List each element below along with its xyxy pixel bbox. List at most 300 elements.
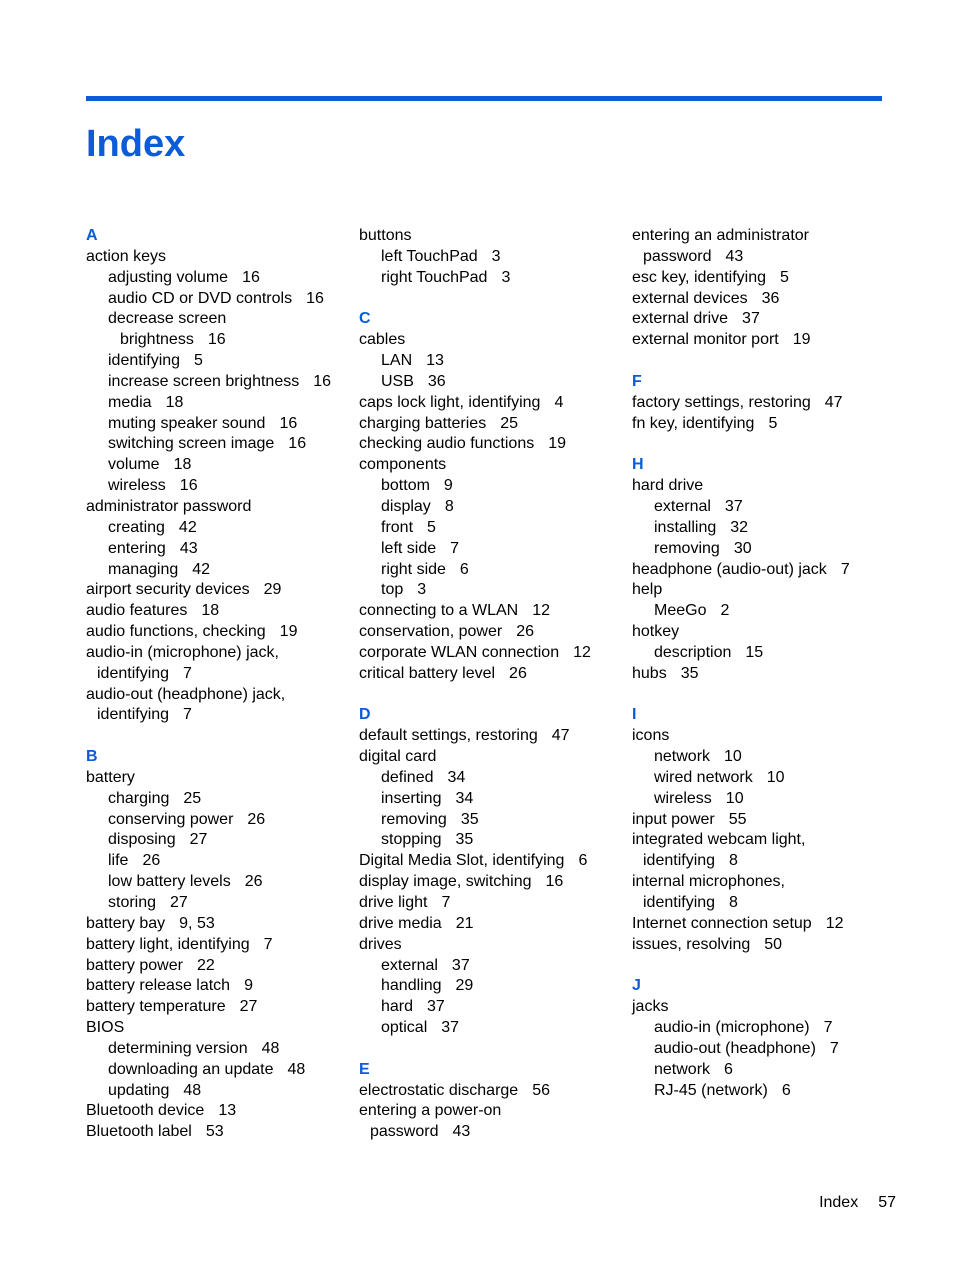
entry-term: charging batteries [359, 414, 487, 432]
entry-term: BIOS [86, 1019, 125, 1037]
entry-term: corporate WLAN connection [359, 643, 560, 661]
index-subentry [359, 580, 609, 601]
index-subentry [632, 1060, 882, 1081]
section-letter-c: C [359, 310, 371, 328]
entry-page-ref[interactable]: 37 [742, 310, 760, 328]
index-subentry [86, 309, 336, 330]
entry-term: low battery levels [108, 873, 231, 891]
header-rule [86, 96, 882, 101]
entry-page-ref[interactable]: 27 [170, 894, 188, 911]
entry-term: connecting to a WLAN [359, 602, 519, 620]
entry-term: Bluetooth label [86, 1123, 192, 1141]
entry-page-ref[interactable]: 6 [781, 1081, 791, 1099]
entry-term: entering [108, 539, 166, 557]
index-column-2 [359, 226, 609, 1143]
entry-term: checking audio functions [359, 435, 535, 453]
entry-term: drive media [359, 914, 442, 932]
entry-term: top [381, 581, 404, 599]
index-entry [359, 1081, 609, 1102]
entry-page-ref[interactable]: 16 [313, 372, 332, 390]
index-entry [359, 226, 609, 247]
entry-page-ref[interactable]: 6 [724, 1060, 733, 1078]
index-entry [632, 893, 882, 914]
entry-page-ref[interactable]: 13 [218, 1102, 237, 1120]
entry-page-ref[interactable]: 16 [207, 331, 226, 349]
entry-term: external [654, 497, 711, 515]
entry-page-ref[interactable]: 3 [491, 247, 501, 265]
entry-term: hubs [632, 664, 667, 682]
entry-page-ref[interactable]: 6 [459, 560, 469, 578]
index-subentry [359, 956, 609, 977]
index-column-3 [632, 226, 882, 1101]
entry-term: hotkey [632, 623, 680, 641]
entry-term: Bluetooth device [86, 1102, 205, 1120]
entry-term: charging [108, 789, 170, 807]
entry-page-ref[interactable]: 29 [455, 977, 474, 995]
entry-page-ref[interactable]: 50 [764, 935, 783, 953]
index-subentry [632, 1039, 882, 1060]
index-subentry [359, 789, 609, 810]
index-subentry [86, 560, 336, 581]
entry-page-ref[interactable]: 47 [824, 393, 843, 411]
entry-term: Internet connection setup [632, 914, 812, 932]
index-subentry [359, 497, 609, 518]
index-entry [359, 455, 609, 476]
index-entry [359, 601, 609, 622]
entry-page-ref[interactable]: 25 [183, 789, 202, 807]
page-title: Index [86, 123, 186, 165]
entry-term: brightness [120, 331, 194, 349]
entry-page-ref[interactable]: 27 [239, 998, 258, 1016]
index-column-1 [86, 226, 336, 1143]
page-number: 57 [878, 1194, 896, 1211]
entry-term: password [370, 1123, 439, 1141]
index-entry [632, 580, 882, 601]
entry-page-ref[interactable]: 16 [306, 289, 324, 307]
entry-term: critical battery level [359, 664, 496, 682]
entry-term: digital card [359, 748, 437, 766]
index-entry [632, 914, 882, 935]
entry-page-ref[interactable]: 8 [729, 894, 738, 911]
entry-page-ref[interactable]: 26 [509, 664, 527, 682]
index-subentry [632, 1081, 882, 1102]
entry-term: media [108, 393, 152, 411]
entry-term: identifying [97, 664, 170, 682]
entry-page-ref[interactable]: 43 [725, 247, 744, 265]
index-subentry [632, 1018, 882, 1039]
page-footer [819, 1193, 896, 1213]
index-subentry [86, 851, 336, 872]
entry-term: identifying [643, 894, 716, 911]
index-entry [359, 414, 609, 435]
entry-page-ref[interactable]: 9 [443, 477, 453, 495]
entry-term: MeeGo [654, 602, 707, 620]
entry-term: Digital Media Slot, identifying [359, 852, 565, 870]
index-entry [86, 997, 336, 1018]
entry-term: muting speaker sound [108, 414, 266, 432]
entry-page-ref[interactable]: 48 [261, 1039, 280, 1057]
entry-page-ref[interactable]: 26 [247, 810, 266, 828]
entry-page-ref[interactable]: 34 [455, 789, 474, 807]
index-entry [632, 414, 882, 435]
index-subentry [632, 518, 882, 539]
entry-page-ref[interactable]: 9 [244, 977, 253, 995]
index-entry [86, 664, 336, 685]
entry-term: default settings, restoring [359, 727, 538, 745]
entry-page-ref[interactable]: 7 [183, 664, 192, 682]
entry-term: USB [381, 372, 414, 390]
entry-term: description [654, 643, 732, 661]
index-entry [632, 997, 882, 1018]
entry-term: identifying [108, 352, 181, 370]
entry-term: handling [381, 977, 442, 995]
entry-term: external [381, 956, 438, 974]
entry-term: downloading an update [108, 1060, 274, 1078]
index-entry [86, 1018, 336, 1039]
index-entry [632, 851, 882, 872]
entry-term: internal microphones, [632, 873, 785, 891]
entry-term: bottom [381, 477, 430, 495]
entry-term: jacks [632, 998, 669, 1016]
entry-page-ref[interactable]: 37 [724, 497, 743, 515]
entry-page-ref[interactable]: 36 [761, 289, 780, 307]
index-entry [359, 726, 609, 747]
entry-page-ref[interactable]: 56 [532, 1081, 550, 1099]
entry-page-ref[interactable]: 29 [263, 581, 282, 599]
index-entry [632, 560, 882, 581]
entry-page-ref[interactable]: 12 [573, 643, 591, 661]
index-entry [632, 247, 882, 268]
entry-page-ref[interactable]: 37 [427, 998, 445, 1016]
index-subentry [359, 768, 609, 789]
entry-page-ref[interactable]: 26 [142, 852, 161, 870]
entry-term: cables [359, 331, 406, 349]
entry-page-ref[interactable]: 22 [196, 956, 215, 974]
index-entry [359, 851, 609, 872]
entry-page-ref[interactable]: 25 [500, 414, 518, 432]
entry-page-ref[interactable]: 42 [178, 518, 197, 536]
index-entry [359, 434, 609, 455]
index-subentry [86, 414, 336, 435]
section-gap [632, 351, 882, 372]
index-entry [632, 393, 882, 414]
entry-term: conserving power [108, 810, 234, 828]
entry-term: action keys [86, 247, 167, 265]
index-entry [632, 664, 882, 685]
index-subentry [359, 1018, 609, 1039]
footer-label: Index [819, 1194, 859, 1211]
index-subentry [86, 393, 336, 414]
entry-page-ref[interactable]: 10 [725, 789, 744, 807]
entry-term: entering a power-on [359, 1102, 502, 1120]
entry-term: conservation, power [359, 623, 503, 641]
entry-page-ref[interactable]: 47 [551, 727, 570, 745]
entry-page-ref[interactable]: 37 [441, 1019, 460, 1037]
entry-page-ref[interactable]: 5 [780, 268, 789, 286]
index-entry [632, 226, 882, 247]
entry-term: battery [86, 768, 135, 786]
section-letter-j: J [632, 977, 641, 995]
entry-term: switching screen image [108, 435, 275, 453]
entry-term: components [359, 456, 447, 474]
index-subentry [359, 247, 609, 268]
section-gap [86, 726, 336, 747]
entry-term: defined [381, 768, 434, 786]
index-entry [359, 914, 609, 935]
entry-page-ref[interactable]: 10 [766, 768, 785, 786]
entry-term: password [643, 247, 712, 265]
entry-page-ref[interactable]: 6 [578, 852, 588, 870]
entry-page-ref[interactable]: 35 [455, 831, 474, 849]
index-entry [632, 330, 882, 351]
entry-page-ref[interactable]: 3 [417, 581, 427, 599]
entry-page-ref[interactable]: 35 [460, 810, 479, 828]
entry-page-ref[interactable]: 18 [165, 393, 184, 411]
entry-page-ref[interactable]: 5 [194, 352, 203, 370]
entry-page-ref[interactable]: 15 [745, 643, 764, 661]
entry-term: input power [632, 810, 715, 828]
index-subentry [86, 539, 336, 560]
entry-page-ref[interactable]: 12 [532, 602, 550, 620]
entry-page-ref[interactable]: 7 [263, 935, 273, 953]
entry-term: audio-in (microphone) [654, 1019, 810, 1037]
section-gap [359, 289, 609, 310]
entry-term: increase screen brightness [108, 372, 300, 390]
entry-page-ref[interactable]: 4 [554, 393, 564, 411]
index-entry [359, 872, 609, 893]
index-subentry [632, 747, 882, 768]
entry-page-ref[interactable]: 36 [427, 372, 446, 390]
section-letter-d: D [359, 706, 371, 724]
entry-page-ref[interactable]: 26 [516, 623, 534, 641]
index-entry [359, 664, 609, 685]
index-subentry [86, 372, 336, 393]
index-subentry [359, 372, 609, 393]
section-gap [632, 685, 882, 706]
entry-term: airport security devices [86, 581, 250, 599]
entry-term: headphone (audio-out) jack [632, 560, 827, 578]
entry-term: managing [108, 560, 179, 578]
entry-term: display image, switching [359, 873, 532, 891]
entry-page-ref[interactable]: 8 [444, 497, 454, 515]
index-subentry [359, 560, 609, 581]
entry-term: removing [381, 810, 447, 828]
entry-page-ref[interactable]: 32 [730, 518, 749, 536]
section-gap [359, 1039, 609, 1060]
section-letter-i: I [632, 706, 637, 724]
index-entry [359, 893, 609, 914]
entry-term: caps lock light, identifying [359, 393, 541, 411]
entry-page-ref[interactable]: 5 [768, 414, 778, 432]
index-entry [359, 643, 609, 664]
index-entry [632, 476, 882, 497]
entry-page-ref[interactable]: 19 [279, 623, 298, 641]
index-entry [632, 872, 882, 893]
index-subentry [86, 1060, 336, 1081]
entry-term: inserting [381, 789, 442, 807]
entry-page-ref[interactable]: 37 [451, 956, 470, 974]
section-gap [359, 685, 609, 706]
index-subentry [86, 351, 336, 372]
entry-page-ref[interactable]: 18 [173, 456, 192, 474]
entry-page-ref[interactable]: 55 [728, 810, 747, 828]
index-entry [86, 914, 336, 935]
index-entry [359, 935, 609, 956]
entry-page-ref[interactable]: 3 [501, 268, 511, 286]
entry-term: integrated webcam light, [632, 831, 806, 849]
entry-page-ref[interactable]: 48 [183, 1081, 202, 1099]
entry-page-ref[interactable]: 43 [179, 539, 198, 557]
section-letter-h: H [632, 456, 644, 474]
entry-page-ref[interactable]: 7 [829, 1039, 839, 1057]
entry-term: wireless [654, 789, 712, 807]
entry-term: help [632, 581, 663, 599]
entry-term: battery bay [86, 914, 166, 932]
entry-term: audio-in (microphone) jack, [86, 643, 279, 661]
index-entry [86, 247, 336, 268]
index-entry [86, 1122, 336, 1143]
index-subentry [86, 268, 336, 289]
entry-page-ref[interactable]: 13 [426, 352, 444, 370]
index-subentry [359, 976, 609, 997]
entry-term: left side [381, 539, 437, 557]
entry-page-ref[interactable]: 16 [288, 435, 307, 453]
entry-page-ref[interactable]: 16 [242, 268, 260, 286]
section-letter-a: A [86, 227, 98, 244]
index-entry [86, 685, 336, 706]
entry-term: battery light, identifying [86, 935, 250, 953]
entry-page-ref[interactable]: 35 [680, 664, 699, 682]
index-subentry [86, 518, 336, 539]
index-entry [86, 580, 336, 601]
index-subentry [86, 1039, 336, 1060]
entry-page-ref[interactable]: 53 [205, 1123, 224, 1141]
entry-page-ref[interactable]: 7 [450, 539, 460, 557]
entry-term: audio CD or DVD controls [108, 289, 293, 307]
index-entry [632, 830, 882, 851]
entry-page-ref[interactable]: 30 [733, 539, 752, 557]
entry-term: disposing [108, 831, 176, 849]
entry-page-ref[interactable]: 48 [287, 1060, 306, 1078]
entry-term: drive light [359, 894, 428, 911]
entry-page-ref[interactable]: 16 [279, 414, 298, 432]
index-subentry [86, 476, 336, 497]
entry-term: icons [632, 727, 670, 745]
index-entry [359, 1101, 609, 1122]
section-letter-f: F [632, 372, 642, 390]
index-entry [86, 643, 336, 664]
index-subentry [632, 539, 882, 560]
index-subentry [632, 601, 882, 622]
index-entry [632, 622, 882, 643]
entry-page-ref[interactable]: 18 [201, 602, 220, 620]
entry-term: battery power [86, 956, 183, 974]
entry-page-ref[interactable]: 19 [548, 435, 567, 453]
index-subentry [359, 518, 609, 539]
section-letter-e: E [359, 1060, 370, 1078]
entry-term: issues, resolving [632, 935, 751, 953]
index-entry [359, 747, 609, 768]
index-entry [86, 601, 336, 622]
entry-page-ref[interactable]: 27 [189, 831, 208, 849]
entry-term: wireless [108, 477, 166, 495]
index-subentry [632, 789, 882, 810]
entry-term: network [654, 748, 711, 766]
section-gap [632, 434, 882, 455]
entry-term: fn key, identifying [632, 414, 755, 432]
entry-term: esc key, identifying [632, 268, 766, 286]
entry-page-ref[interactable]: 43 [452, 1123, 471, 1141]
index-subentry [359, 476, 609, 497]
entry-term: identifying [97, 706, 170, 724]
entry-page-ref[interactable]: 16 [179, 477, 198, 495]
entry-page-ref[interactable]: 8 [729, 852, 738, 870]
index-entry [632, 268, 882, 289]
entry-page-ref[interactable]: 7 [840, 560, 850, 578]
index-subentry [86, 455, 336, 476]
entry-term: removing [654, 539, 720, 557]
entry-page-ref[interactable]: 7 [183, 706, 192, 724]
entry-term: factory settings, restoring [632, 393, 811, 411]
section-gap [632, 956, 882, 977]
index-entry [632, 726, 882, 747]
index-entry [359, 330, 609, 351]
index-entry [359, 622, 609, 643]
entry-page-ref[interactable]: 2 [720, 602, 730, 620]
entry-page-ref[interactable]: 10 [724, 748, 742, 766]
entry-term: electrostatic discharge [359, 1081, 519, 1099]
entry-page-ref[interactable]: 5 [427, 518, 436, 536]
index-subentry [86, 893, 336, 914]
entry-term: hard [381, 998, 414, 1016]
index-entry [86, 935, 336, 956]
entry-page-ref[interactable]: 19 [792, 331, 811, 349]
entry-term: updating [108, 1081, 170, 1099]
index-subentry [359, 830, 609, 851]
entry-page-ref[interactable]: 9, 53 [179, 914, 215, 932]
entry-page-ref[interactable]: 34 [447, 768, 466, 786]
index-entry [86, 497, 336, 518]
index-subentry [86, 872, 336, 893]
entry-page-ref[interactable]: 26 [244, 873, 263, 891]
entry-page-ref[interactable]: 12 [825, 914, 844, 932]
entry-term: network [654, 1060, 711, 1078]
entry-page-ref[interactable]: 42 [192, 560, 211, 578]
index-subentry [359, 268, 609, 289]
index-entry [86, 705, 336, 726]
entry-term: battery temperature [86, 998, 226, 1016]
index-entry [632, 309, 882, 330]
index-entry [632, 935, 882, 956]
entry-term: battery release latch [86, 977, 231, 995]
index-entry [359, 393, 609, 414]
entry-page-ref[interactable]: 16 [545, 873, 564, 891]
index-subentry [86, 810, 336, 831]
entry-page-ref[interactable]: 7 [823, 1019, 833, 1037]
index-entry [86, 622, 336, 643]
entry-term: hard drive [632, 477, 704, 495]
index-entry [632, 810, 882, 831]
entry-term: audio-out (headphone) [654, 1039, 816, 1057]
entry-term: right side [381, 560, 446, 578]
entry-term: adjusting volume [108, 268, 229, 286]
entry-term: external drive [632, 310, 729, 328]
entry-term: drives [359, 935, 402, 953]
index-entry [86, 956, 336, 977]
index-subentry [86, 1081, 336, 1102]
entry-page-ref[interactable]: 21 [455, 914, 474, 932]
entry-page-ref[interactable]: 7 [441, 894, 451, 911]
